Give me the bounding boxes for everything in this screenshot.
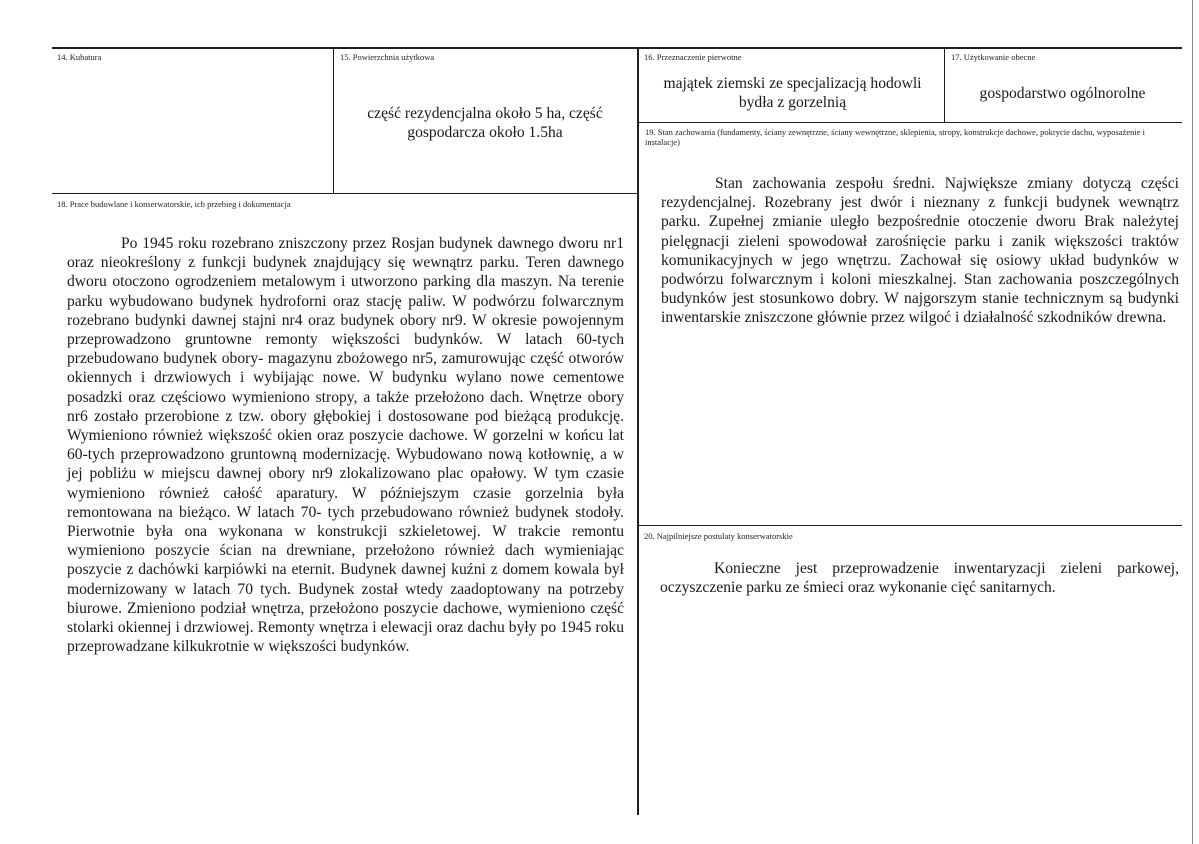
divider-20 xyxy=(638,525,1182,526)
divider-14-15 xyxy=(333,47,334,194)
field-15-value: część rezydencjalna około 5 ha, część gospodarcza około 1.5ha xyxy=(367,105,603,141)
top-border xyxy=(52,47,1182,49)
field-18-label: 18. Prace budowlane i konserwatorskie, ich przebieg i dokumentacja xyxy=(57,199,291,209)
field-15-label: 15. Powierzchnia użytkowa xyxy=(340,52,435,62)
field-18-value: Po 1945 roku rozebrano zniszczony przez Rosjan budynek dawnego dworu nr1 oraz nieokreślony z funkcji budynek znajdujący się wewnątrz parku. Teren dawnego dworu otoczono ogrodzeniem metalowym i utworzono parking dla maszyn. Na terenie parku wybudowano budynek hydroforni oraz stację paliw. W podwórzu folwarcznym rozebrano budynki dawnej stajni nr4 oraz budynek obory nr9. W okresie powojennym przeprowadzono gruntowne remonty większości budynków. W latach 60-tych przebudowano budynek obory- magazynu zbożowego nr5, zamurowując część otworów okiennych i drzwiowych i wybijając nowe. W budynku wylano nowe cementowe posadzki oraz częściowo wymieniono stropy, a także przełożono dach. Wnętrze obory nr6 zostało przerobione z tzw. obory głębokiej i dostosowane pod bieżącą produkcję. Wymieniono również większość okien oraz poszycie dachowe. W gorzelni w końcu lat 60-tych przeprowadzono gruntowną modernizację. Wybudowano nową kotłownię, a w jej pobliżu w miejscu dawnej obory nr9 zlokalizowano plac opałowy. W tym czasie wymieniono również całość aparatury. W późniejszym czasie gorzelnia była remontowana na bieżąco. W latach 70- tych przebudowano również budynek stodoły. Pierwotnie była ona wykonana w konstrukcji szkieletowej. W trakcie remontu wymieniono poszycie ścian na drewniane, przełożono również dach wymieniając poszycie z dachówki karpiówki na eternit. Budynek dawnej kuźni z domem kowala był modernizowany w latach 70 tych. Budynek został wtedy zaadoptowany na potrzeby biurowe. Zmieniono podział wnętrza, przełożono poszycie dachowe, wymieniono część stolarki okiennej i drzwiowej. Remonty wnętrza i elewacji oraz dachu były po 1945 roku przeprowadzane kilkukrotnie w większości budynków. xyxy=(67,235,624,656)
field-16-label: 16. Przeznaczenie pierwotne xyxy=(644,52,742,62)
divider-18 xyxy=(52,193,638,194)
field-16-value: majątek ziemski ze specjalizacją hodowli bydła z gorzelnią xyxy=(663,75,922,111)
column-divider xyxy=(637,47,639,815)
field-19-value: Stan zachowania zespołu średni. Największe zmiany dotyczą części rezydencjalnej. Rozebrany jest dwór i nieznany z funkcji budynek wewnątrz parku. Zupełnej zmianie uległo bezpośrednie otoczenie dworu Brak należytej pielęgnacji zieleni spowodował zarośnięcie parku i zanik większości traktów komunikacyjnych w jego wnętrzu. Zachował się osiowy układ budynków w podwórzu folwarcznym i koloni mieszkalnej. Stan zachowania poszczególnych budynków jest stosunkowo dobry. W najgorszym stanie technicznym są budynki inwentarskie zniszczone głównie przez wilgoć i działalność szkodników drewna. xyxy=(661,175,1179,327)
field-20-label: 20. Najpilniejsze postulaty konserwatorskie xyxy=(644,531,793,541)
divider-16-17 xyxy=(944,47,945,123)
divider-19 xyxy=(638,122,1182,123)
field-19-label: 19. Stan zachowania (fundamenty, ściany zewnętrzne, ściany wewnętrzne, sklepienia, stropy, konstrukcje dachowe, pokrycie dachu, wyposażenie i instalacje) xyxy=(645,127,1145,147)
page-edge xyxy=(1192,0,1193,844)
field-17-label: 17. Użytkowanie obecne xyxy=(951,52,1036,62)
field-17-value: gospodarstwo ogólnorolne xyxy=(979,85,1146,102)
field-14-label: 14. Kubatura xyxy=(57,52,102,62)
field-20-value: Konieczne jest przeprowadzenie inwentaryzacji zieleni parkowej, oczyszczenie parku ze śmieci oraz wykonanie cięć sanitarnych. xyxy=(660,560,1179,597)
